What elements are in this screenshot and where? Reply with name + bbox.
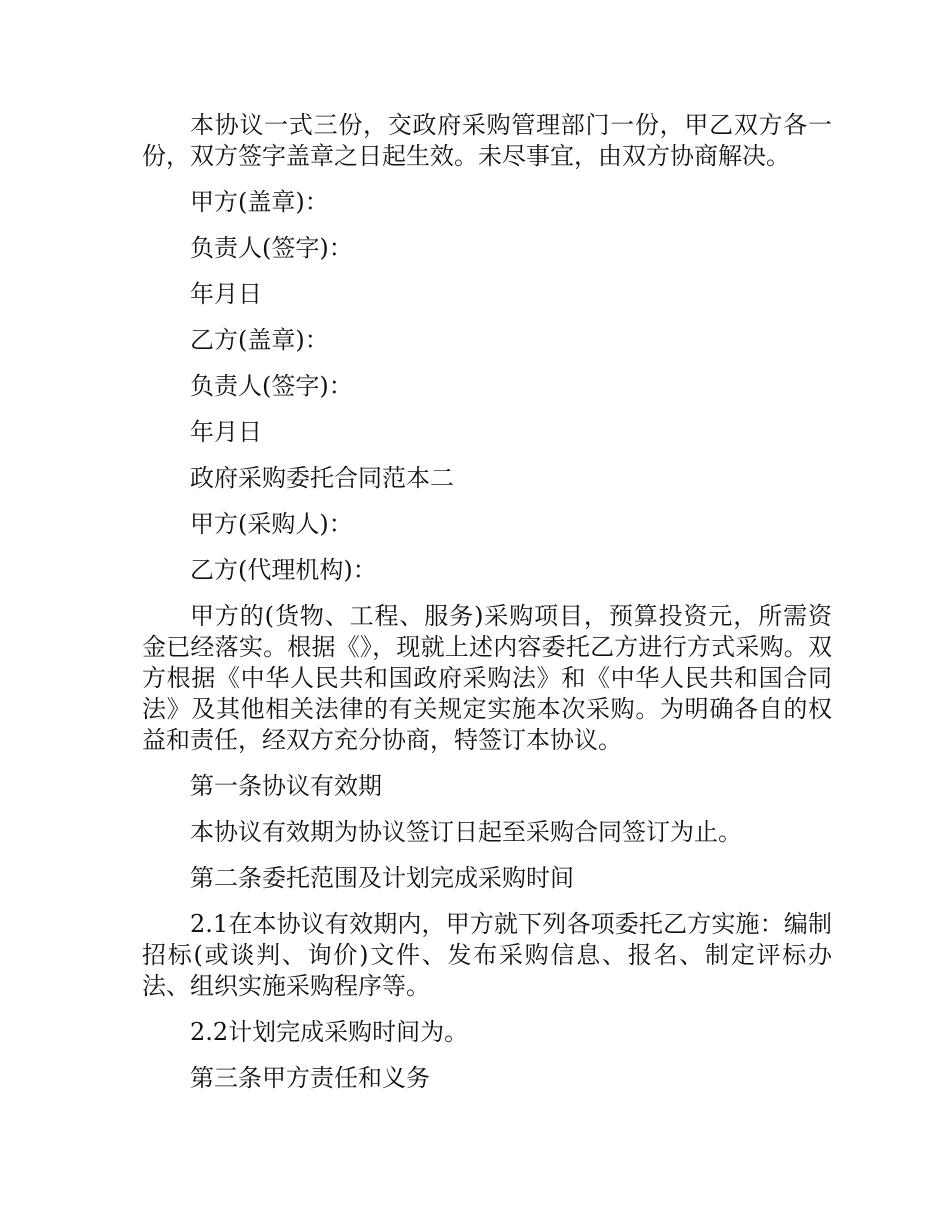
- party-a-seal-line: 甲方(盖章)：: [190, 188, 329, 216]
- party-b-date-line: 年月日: [190, 418, 262, 446]
- article-three-heading: 第三条甲方责任和义务: [190, 1064, 430, 1092]
- clause-2-1: 2.1在本协议有效期内，甲方就下列各项委托乙方实施：编制招标(或谈判、询价)文件、发布采购信息、报名、制定评标办法、组织实施采购程序等。: [142, 910, 832, 1000]
- party-b-signatory-line: 负责人(签字)：: [190, 372, 353, 400]
- party-b-seal-line: 乙方(盖章)：: [190, 326, 329, 354]
- party-a-date-line: 年月日: [190, 280, 262, 308]
- paragraph-copies-effective: 本协议一式三份，交政府采购管理部门一份，甲乙双方各一份，双方签字盖章之日起生效。未尽事宜，由双方协商解决。: [142, 111, 832, 170]
- article-one-body: 本协议有效期为协议签订日起至采购合同签订为止。: [190, 818, 742, 846]
- clause-2-2: 2.2计划完成采购时间为。: [190, 1018, 469, 1046]
- party-a-signatory-line: 负责人(签字)：: [190, 234, 353, 262]
- party-a-purchaser-line: 甲方(采购人)：: [190, 510, 353, 538]
- party-b-agency-line: 乙方(代理机构)：: [190, 556, 377, 584]
- article-one-heading: 第一条协议有效期: [190, 772, 382, 800]
- paragraph-preamble: 甲方的(货物、工程、服务)采购项目，预算投资元，所需资金已经落实。根据《》，现就上述内容委托乙方进行方式采购。双方根据《中华人民共和国政府采购法》和《中华人民共和国合同法》及其他相关法律的有关规定实施本次采购。为明确各自的权益和责任，经双方充分协商，特签订本协议。: [142, 602, 832, 754]
- template-two-heading: 政府采购委托合同范本二: [190, 464, 454, 492]
- document-page: [142, 110, 832, 1109]
- article-two-heading: 第二条委托范围及计划完成采购时间: [190, 864, 574, 892]
